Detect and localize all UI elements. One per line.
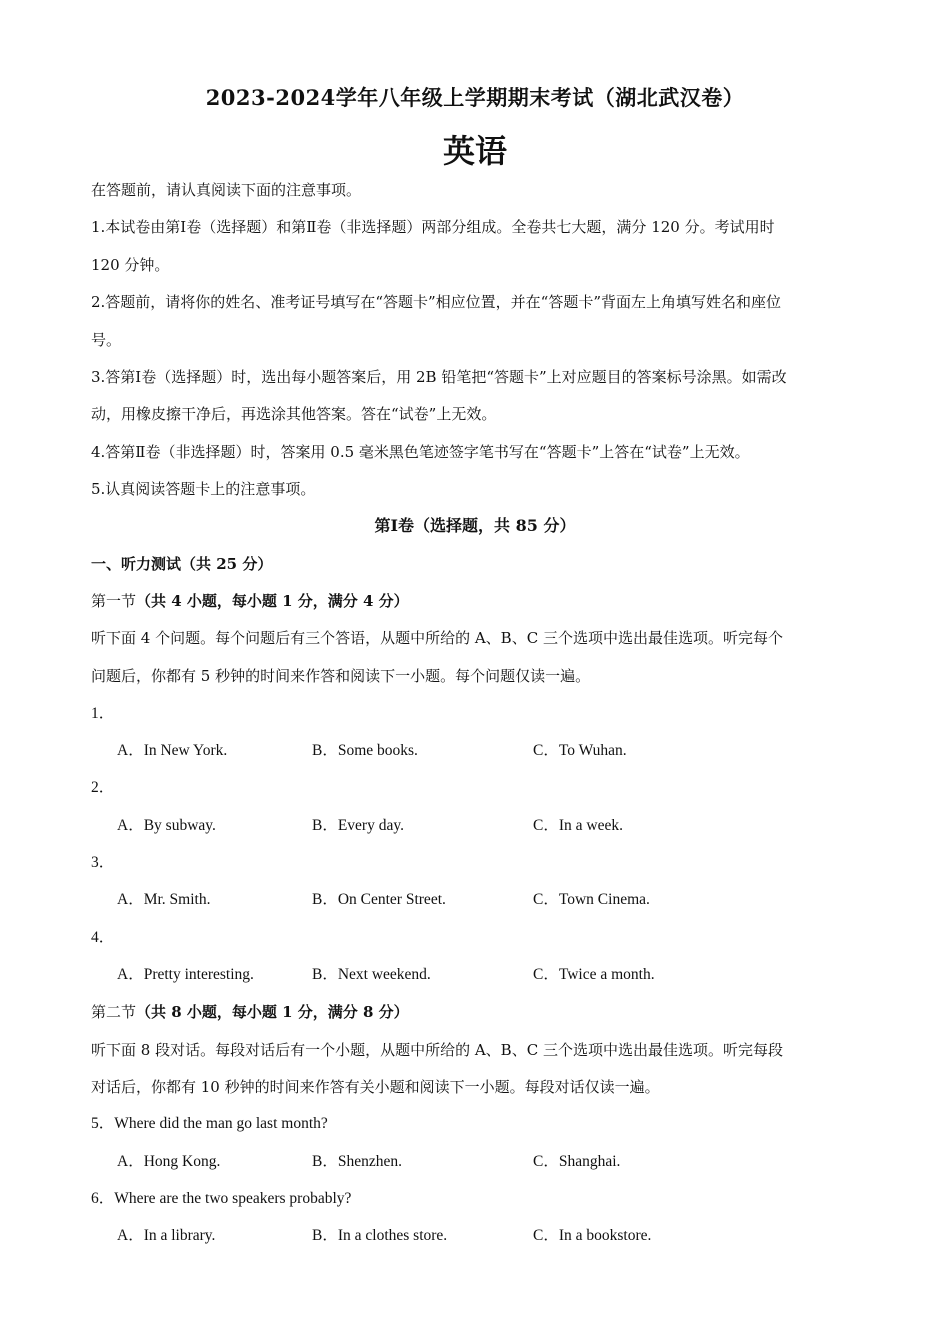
subsection2-prefix: 第二节	[91, 1003, 137, 1021]
question-text: Where did the man go last month?	[114, 1115, 328, 1132]
notice-item-1: 1.本试卷由第Ⅰ卷（选择题）和第Ⅱ卷（非选择题）两部分组成。全卷共七大题，满分 120 分。考试用时	[91, 218, 775, 236]
option-c: C．In a bookstore.	[533, 1227, 652, 1244]
question-stem	[91, 1189, 351, 1209]
subsection2-instructions-cont: 对话后，你都有 10 秒钟的时间来作答有关小题和阅读下一小题。每段对话仅读一遍。	[91, 1078, 660, 1096]
subject-title: 英语	[442, 132, 507, 170]
subsection2-instructions: 听下面 8 段对话。每段对话后有一个小题，从题中所给的 A、B、C 三个选项中选出最佳选项。听完每段	[91, 1041, 783, 1059]
notice-item-5: 5.认真阅读答题卡上的注意事项。	[91, 480, 316, 498]
option-a: A．In New York.	[117, 742, 228, 759]
section1-heading: 一、听力测试（共 25 分）	[91, 555, 273, 573]
question-number: 1．	[91, 705, 115, 722]
option-a: A．By subway.	[117, 817, 216, 834]
option-a: A．Mr. Smith.	[117, 891, 211, 908]
question-text: Where are the two speakers probably?	[114, 1190, 352, 1207]
option-b: B．In a clothes store.	[312, 1227, 448, 1244]
subsection1-prefix: 第一节	[91, 592, 137, 610]
option-b: B．Every day.	[312, 817, 404, 834]
subsection2-heading	[91, 1002, 409, 1022]
notice-item-1-cont: 120 分钟。	[91, 256, 170, 274]
subsection1-detail: （共 4 小题，每小题 1 分，满分 4 分）	[136, 592, 409, 610]
part1-heading: 第Ⅰ卷（选择题，共 85 分）	[374, 516, 576, 535]
option-a: A．In a library.	[117, 1227, 216, 1244]
option-c: C．To Wuhan.	[533, 742, 627, 759]
option-c: C．In a week.	[533, 817, 623, 834]
subsection1-instructions-cont: 问题后，你都有 5 秒钟的时间来作答和阅读下一小题。每个问题仅读一遍。	[91, 667, 591, 685]
question-number: 2．	[91, 779, 115, 796]
option-a: A．Hong Kong.	[117, 1153, 221, 1170]
option-b: B．Some books.	[312, 742, 418, 759]
question-number: 4．	[91, 929, 115, 946]
question-number: 3．	[91, 854, 115, 871]
option-c: C．Twice a month.	[533, 966, 655, 983]
option-a: A．Pretty interesting.	[117, 966, 254, 983]
option-b: B．Next weekend.	[312, 966, 431, 983]
option-b: B．On Center Street.	[312, 891, 446, 908]
notice-item-3: 3.答第Ⅰ卷（选择题）时，选出每小题答案后，用 2B 铅笔把“答题卡”上对应题目的答案标号涂黑。如需改	[91, 368, 787, 386]
option-b: B．Shenzhen.	[312, 1153, 402, 1170]
question-number: 5．	[91, 1115, 115, 1132]
notice-item-2-cont: 号。	[91, 331, 122, 349]
exam-title: 2023-2024学年八年级上学期期末考试（湖北武汉卷）	[205, 85, 745, 110]
notice-item-2: 2.答题前，请将你的姓名、准考证号填写在“答题卡”相应位置，并在“答题卡”背面左上角填写姓名和座位	[91, 293, 781, 311]
notice-intro: 在答题前，请认真阅读下面的注意事项。	[91, 181, 362, 199]
subsection1-instructions: 听下面 4 个问题。每个问题后有三个答语，从题中所给的 A、B、C 三个选项中选出最佳选项。听完每个	[91, 629, 783, 647]
option-c: C．Town Cinema.	[533, 891, 650, 908]
notice-item-3-cont: 动，用橡皮擦干净后，再选涂其他答案。答在“试卷”上无效。	[91, 405, 497, 423]
subsection1-heading	[91, 591, 409, 611]
subsection2-detail: （共 8 小题，每小题 1 分，满分 8 分）	[136, 1003, 409, 1021]
option-c: C．Shanghai.	[533, 1153, 621, 1170]
notice-item-4: 4.答第Ⅱ卷（非选择题）时，答案用 0.5 毫米黑色笔迹签字笔书写在“答题卡”上答在“试卷”上无效。	[91, 443, 750, 461]
question-stem	[91, 1114, 328, 1134]
question-number: 6．	[91, 1190, 115, 1207]
